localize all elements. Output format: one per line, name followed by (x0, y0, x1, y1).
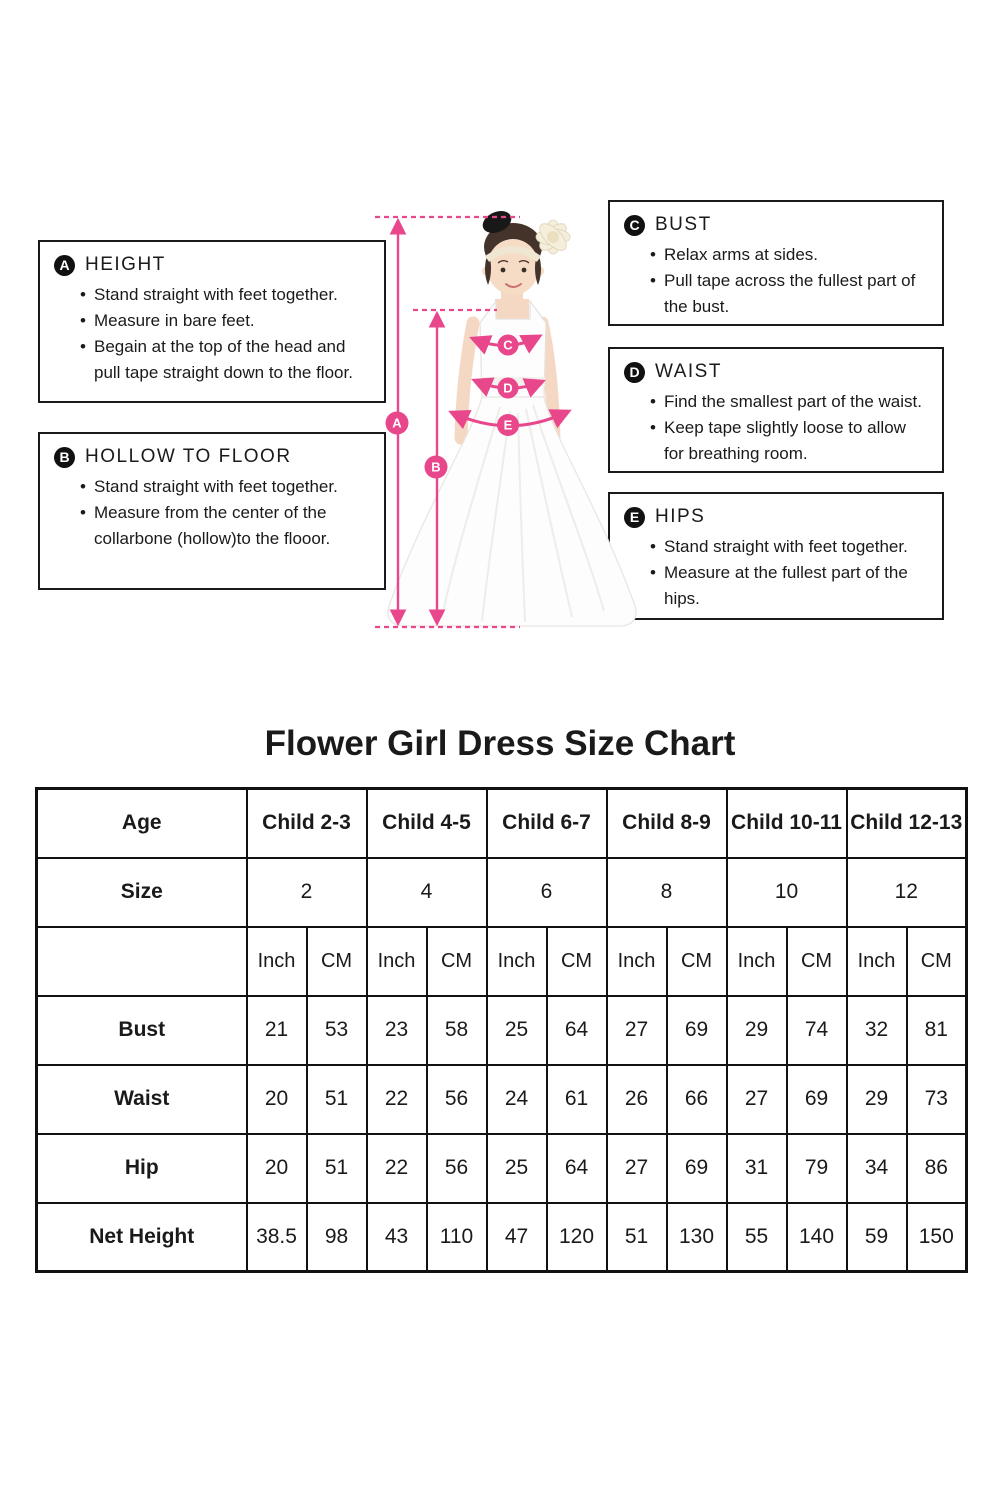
unit-header-cm: CM (787, 927, 847, 996)
page-title: Flower Girl Dress Size Chart (264, 724, 736, 763)
age-group-header: Child 2-3 (247, 789, 367, 858)
bust-value: 64 (547, 996, 607, 1065)
instruction-box-waist (608, 347, 944, 473)
hollow-bullet-1: • Stand straight with feet together. (52, 474, 372, 500)
bust-value: 29 (727, 996, 787, 1065)
letter-badge-e: E (624, 507, 645, 528)
hip-value: 64 (547, 1134, 607, 1203)
size-row-label: Size (37, 858, 247, 927)
net-height-row (37, 1203, 967, 1272)
hip-value: 20 (247, 1134, 307, 1203)
height-bullet-2: • Measure in bare feet. (52, 308, 372, 334)
net-height-value: 59 (847, 1203, 907, 1272)
right-eye (522, 268, 527, 273)
box-header-hips (624, 506, 930, 528)
marker-letter-a: A (392, 415, 402, 431)
waist-value: 24 (487, 1065, 547, 1134)
net-height-value: 120 (547, 1203, 607, 1272)
letter-badge-b: B (54, 447, 75, 468)
instruction-box-hips (608, 492, 944, 620)
bust-value: 81 (907, 996, 967, 1065)
waist-bullet-2: • Keep tape slightly loose to allow for breathing room. (622, 415, 930, 467)
hip-value: 86 (907, 1134, 967, 1203)
bust-row-label: Bust (37, 996, 247, 1065)
marker-letter-c: C (503, 337, 513, 353)
box-header-waist (624, 361, 930, 383)
age-row-label: Age (37, 789, 247, 858)
hip-value: 56 (427, 1134, 487, 1203)
size-value: 10 (727, 858, 847, 927)
hips-bullet-1: • Stand straight with feet together. (622, 534, 930, 560)
net-height-value: 98 (307, 1203, 367, 1272)
net-height-value: 150 (907, 1203, 967, 1272)
hip-value: 79 (787, 1134, 847, 1203)
left-eye (501, 268, 506, 273)
net-height-value: 47 (487, 1203, 547, 1272)
net-height-value: 110 (427, 1203, 487, 1272)
height-bullet-1: • Stand straight with feet together. (52, 282, 372, 308)
marker-letter-b: B (431, 459, 441, 475)
hip-value: 31 (727, 1134, 787, 1203)
unit-header-cm: CM (307, 927, 367, 996)
net-height-value: 55 (727, 1203, 787, 1272)
hip-value: 25 (487, 1134, 547, 1203)
waist-value: 61 (547, 1065, 607, 1134)
waist-value: 66 (667, 1065, 727, 1134)
instruction-box-hollow-to-floor (38, 432, 386, 590)
girl-measurement-illustration (360, 195, 650, 675)
waist-bullet-1: • Find the smallest part of the waist. (622, 389, 930, 415)
letter-badge-a: A (54, 255, 75, 276)
bust-value: 69 (667, 996, 727, 1065)
net-height-value: 38.5 (247, 1203, 307, 1272)
box-title-bust: BUST (655, 214, 712, 235)
unit-header-inch: Inch (247, 927, 307, 996)
instruction-box-bust (608, 200, 944, 326)
unit-header-cm: CM (907, 927, 967, 996)
chest (495, 299, 529, 321)
bust-value: 27 (607, 996, 667, 1065)
age-group-header: Child 8-9 (607, 789, 727, 858)
bust-bullet-1: • Relax arms at sides. (622, 242, 930, 268)
unit-header-inch: Inch (607, 927, 667, 996)
bust-bullet-2: • Pull tape across the fullest part of the bust. (622, 268, 930, 320)
waist-value: 73 (907, 1065, 967, 1134)
waist-value: 69 (787, 1065, 847, 1134)
marker-letter-e: E (503, 417, 513, 433)
unit-header-inch: Inch (367, 927, 427, 996)
hip-value: 69 (667, 1134, 727, 1203)
waist-value: 27 (727, 1065, 787, 1134)
age-row (37, 789, 967, 858)
net-height-row-label: Net Height (37, 1203, 247, 1272)
age-group-header: Child 6-7 (487, 789, 607, 858)
letter-badge-d: D (624, 362, 645, 383)
age-group-header: Child 4-5 (367, 789, 487, 858)
marker-letter-d: D (503, 380, 513, 396)
units-row-empty-cell (37, 927, 247, 996)
instruction-box-height (38, 240, 386, 403)
age-group-header: Child 12-13 (847, 789, 967, 858)
waist-value: 29 (847, 1065, 907, 1134)
hip-value: 22 (367, 1134, 427, 1203)
net-height-value: 130 (667, 1203, 727, 1272)
bust-value: 74 (787, 996, 847, 1065)
hip-value: 51 (307, 1134, 367, 1203)
hollow-bullet-2: • Measure from the center of the collarbone (hollow)to the flooor. (52, 500, 372, 552)
size-value: 6 (487, 858, 607, 927)
unit-header-cm: CM (427, 927, 487, 996)
waist-value: 56 (427, 1065, 487, 1134)
hip-value: 34 (847, 1134, 907, 1203)
bust-value: 32 (847, 996, 907, 1065)
size-value: 2 (247, 858, 367, 927)
size-value: 12 (847, 858, 967, 927)
waist-value: 26 (607, 1065, 667, 1134)
waist-row-label: Waist (37, 1065, 247, 1134)
hips-bullet-2: • Measure at the fullest part of the hips. (622, 560, 930, 612)
waist-value: 22 (367, 1065, 427, 1134)
box-header-bust (624, 214, 930, 236)
bust-value: 53 (307, 996, 367, 1065)
size-value: 8 (607, 858, 727, 927)
box-title-waist: WAIST (655, 361, 722, 382)
bust-value: 21 (247, 996, 307, 1065)
hip-value: 27 (607, 1134, 667, 1203)
bust-row (37, 996, 967, 1065)
unit-header-inch: Inch (487, 927, 547, 996)
unit-header-inch: Inch (727, 927, 787, 996)
bust-value: 25 (487, 996, 547, 1065)
net-height-value: 43 (367, 1203, 427, 1272)
box-title-hollow-to-floor: HOLLOW TO FLOOR (85, 446, 292, 467)
box-header-hollow-to-floor (54, 446, 372, 468)
box-header-height (54, 254, 372, 276)
units-row (37, 927, 967, 996)
size-table (35, 787, 968, 1273)
waist-value: 51 (307, 1065, 367, 1134)
bust-value: 58 (427, 996, 487, 1065)
box-title-height: HEIGHT (85, 254, 166, 275)
net-height-value: 140 (787, 1203, 847, 1272)
unit-header-cm: CM (547, 927, 607, 996)
height-bullet-3: • Begain at the top of the head and pull tape straight down to the floor. (52, 334, 372, 386)
waist-row (37, 1065, 967, 1134)
waist-value: 20 (247, 1065, 307, 1134)
size-row (37, 858, 967, 927)
box-title-hips: HIPS (655, 506, 706, 527)
unit-header-inch: Inch (847, 927, 907, 996)
hip-row-label: Hip (37, 1134, 247, 1203)
hip-row (37, 1134, 967, 1203)
unit-header-cm: CM (667, 927, 727, 996)
bust-value: 23 (367, 996, 427, 1065)
size-value: 4 (367, 858, 487, 927)
net-height-value: 51 (607, 1203, 667, 1272)
letter-badge-c: C (624, 215, 645, 236)
age-group-header: Child 10-11 (727, 789, 847, 858)
